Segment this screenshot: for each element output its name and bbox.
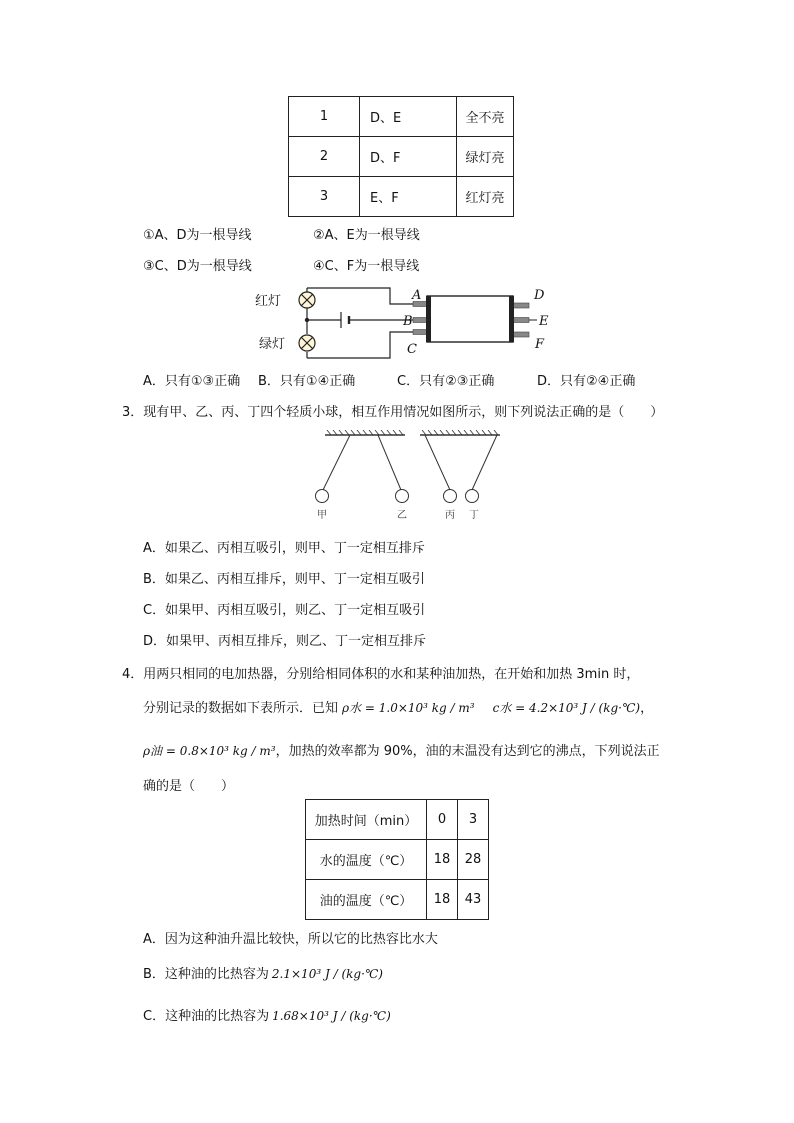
circuit-diagram <box>255 282 565 368</box>
table-row <box>289 97 514 137</box>
q3-option-a: A．如果乙、丙相互吸引，则甲、丁一定相互排斥 <box>143 541 425 556</box>
ball-bing <box>444 490 457 503</box>
terminal-e-label: E <box>539 314 549 329</box>
switch-table <box>288 96 514 217</box>
table-cell: 28 <box>458 840 489 880</box>
q4-option-a: A．因为这种油升温比较快，所以它的比热容比水大 <box>143 932 438 947</box>
statement-1: ①A、D为一根导线 <box>143 228 252 243</box>
green-lamp-icon <box>299 335 315 351</box>
green-lamp-label: 绿灯 <box>259 337 286 352</box>
q3-option-c: C．如果甲、丙相互吸引，则乙、丁一定相互吸引 <box>143 603 426 618</box>
table-cell: 3 <box>289 177 360 217</box>
q4-option-b-text: B．这种油的比热容为 <box>143 967 269 982</box>
table-header-cell: 加热时间（min） <box>306 800 427 840</box>
rho-water-formula: ρ水 = 1.0×10³ kg / m³ <box>342 701 475 715</box>
table-row <box>289 137 514 177</box>
q4-option-b-value: 2.1×10³ J / (kg·℃) <box>271 967 383 981</box>
q2-option-b: B．只有①④正确 <box>258 374 356 389</box>
q2-option-a: A．只有①③正确 <box>143 374 241 389</box>
table-cell: 全不亮 <box>457 97 514 137</box>
ball-label-bing: 丙 <box>445 510 455 521</box>
table-header-row <box>306 800 489 840</box>
red-lamp-label: 红灯 <box>255 294 282 309</box>
table-cell: 水的温度（℃） <box>306 840 427 880</box>
junction-dot <box>305 318 309 322</box>
q4-line-1: 4．用两只相同的电加热器，分别给相同体积的水和某种油加热，在开始和加热 3min 时， <box>122 667 640 682</box>
table-header-cell: 3 <box>458 800 489 840</box>
ball-label-yi: 乙 <box>397 510 407 521</box>
q4-option-c-value: 1.68×10³ J / (kg·℃) <box>272 1009 391 1023</box>
temperature-table <box>305 799 489 920</box>
ball-ding <box>466 490 479 503</box>
table-cell: 红灯亮 <box>457 177 514 217</box>
table-row <box>306 880 489 920</box>
terminal-f-label: F <box>535 337 545 352</box>
statement-3: ③C、D为一根导线 <box>143 259 252 274</box>
terminal-c-label: C <box>407 342 417 357</box>
q4-line-2-text: 分别记录的数据如下表所示．已知 <box>143 701 339 716</box>
terminal-b-label: B <box>403 314 413 329</box>
table-header-cell: 0 <box>427 800 458 840</box>
ball-label-jia: 甲 <box>317 510 327 521</box>
table-cell: D、E <box>360 97 457 137</box>
table-cell: 油的温度（℃） <box>306 880 427 920</box>
table-cell: 2 <box>289 137 360 177</box>
table-cell: 43 <box>458 880 489 920</box>
black-box <box>427 296 513 342</box>
q2-option-c: C．只有②③正确 <box>397 374 495 389</box>
ball-label-ding: 丁 <box>469 510 479 521</box>
q3-stem: 3．现有甲、乙、丙、丁四个轻质小球，相互作用情况如图所示，则下列说法正确的是（ ） <box>122 405 664 420</box>
q4-line-3-text: ，加热的效率都为 90%，油的末温没有达到它的沸点，下列说法正 <box>275 744 660 759</box>
ball-yi <box>396 490 409 503</box>
ball-jia <box>316 490 329 503</box>
table-cell: 绿灯亮 <box>457 137 514 177</box>
q3-option-d: D．如果甲、丙相互排斥，则乙、丁一定相互排斥 <box>143 634 427 649</box>
q4-option-b <box>143 963 383 982</box>
q3-option-b: B．如果乙、丙相互排斥，则甲、丁一定相互吸引 <box>143 572 425 587</box>
c-water-formula: c水 = 4.2×10³ J / (kg·℃) <box>492 701 641 715</box>
rho-oil-formula: ρ油 = 0.8×10³ kg / m³ <box>143 744 276 758</box>
table-row <box>289 177 514 217</box>
statement-4: ④C、F为一根导线 <box>313 259 420 274</box>
table-cell: 18 <box>427 840 458 880</box>
terminal-a-label: A <box>412 288 422 303</box>
q4-option-c <box>143 1005 391 1024</box>
table-row <box>306 840 489 880</box>
terminal-d-label: D <box>534 288 545 303</box>
q4-line-3 <box>143 740 660 759</box>
q4-option-c-text: C．这种油的比热容为 <box>143 1009 270 1024</box>
table-cell: E、F <box>360 177 457 217</box>
q4-line-4: 确的是（ ） <box>143 779 235 794</box>
q2-option-d: D．只有②④正确 <box>537 374 636 389</box>
statement-2: ②A、E为一根导线 <box>313 228 420 243</box>
q4-line-2: 分别记录的数据如下表所示．已知 ρ水 = 1.0×10³ kg / m³ c水 = 4.2×10³ J / (kg·℃)， <box>143 701 654 716</box>
balls-diagram <box>300 430 510 522</box>
table-cell: 18 <box>427 880 458 920</box>
table-cell: D、F <box>360 137 457 177</box>
table-cell: 1 <box>289 97 360 137</box>
red-lamp-icon <box>299 292 315 308</box>
